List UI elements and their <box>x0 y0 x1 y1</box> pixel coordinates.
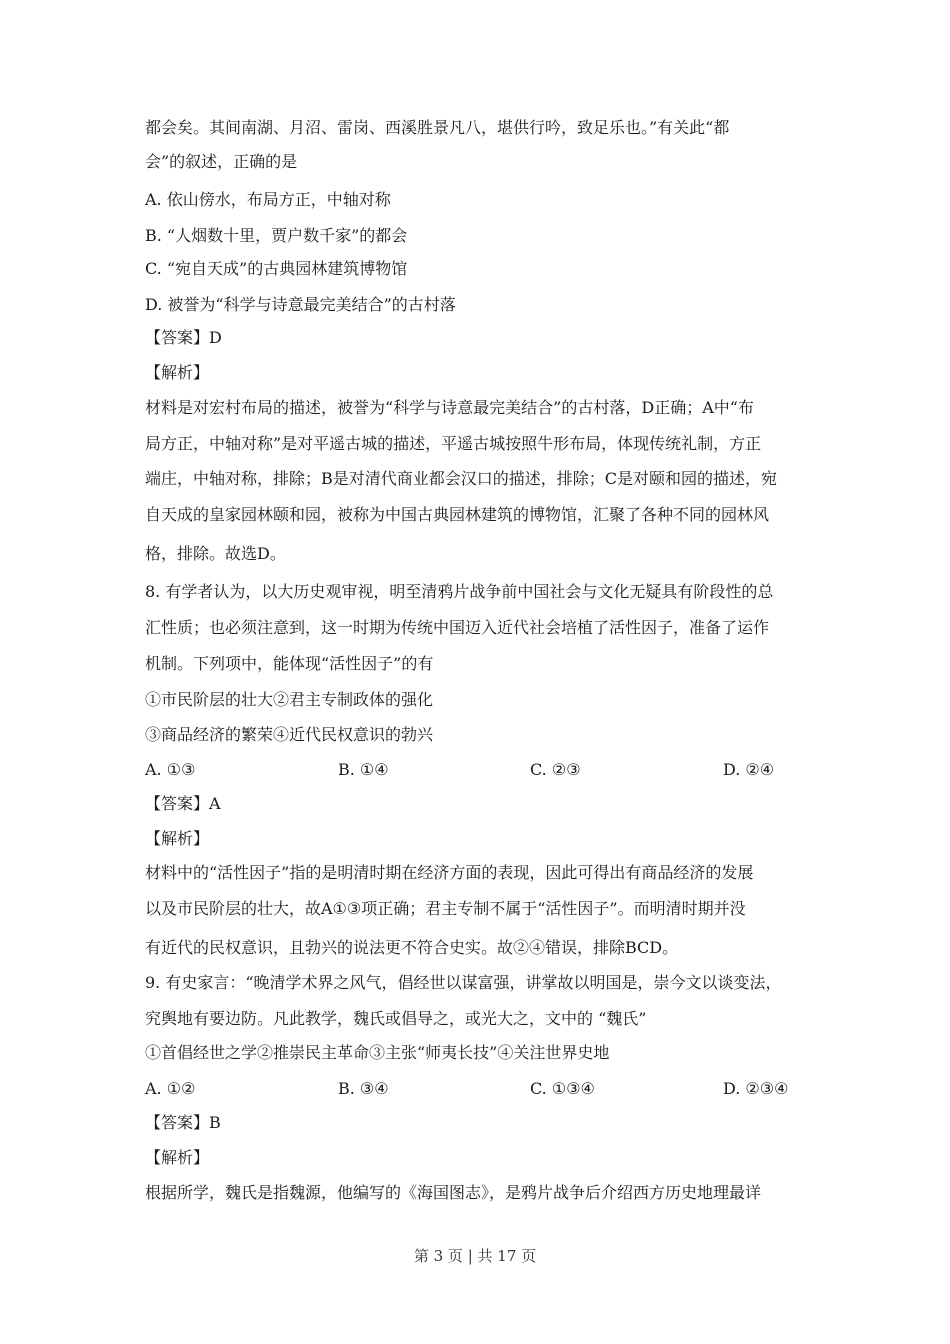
q7-option-d: D. 被誉为“科学与诗意最完美结合”的古村落 <box>145 295 456 314</box>
q8-analysis-line: 以及市民阶层的壮大，故A①③项正确；君主专制不属于“活性因子”。而明清时期并没 <box>145 899 746 918</box>
q7-analysis-line: 端庄，中轴对称，排除；B是对清代商业都会汉口的描述，排除；C是对颐和园的描述，宛 <box>145 469 778 488</box>
q7-analysis-line: 局方正，中轴对称”是对平遥古城的描述，平遥古城按照牛形布局，体现传统礼制，方正 <box>145 434 762 453</box>
q7-option-c: C. “宛自天成”的古典园林建筑博物馆 <box>145 259 408 278</box>
q7-analysis-label: 【解析】 <box>145 363 210 382</box>
q9-option-c: C. ①③④ <box>530 1079 595 1098</box>
q8-option-c: C. ②③ <box>530 760 581 779</box>
q8-stem-line: 机制。下列项中，能体现“活性因子”的有 <box>145 654 434 673</box>
q8-option-b: B. ①④ <box>338 760 389 779</box>
q9-option-b: B. ③④ <box>338 1079 389 1098</box>
q9-option-a: A. ①② <box>145 1079 196 1098</box>
page-footer: 第 3 页 | 共 17 页 <box>413 1247 537 1265</box>
q8-analysis-label: 【解析】 <box>145 829 210 848</box>
q7-option-b: B. “人烟数十里，贾户数千家”的都会 <box>145 226 408 245</box>
q7-stem-line: 都会矣。其间南湖、月沼、雷岗、西溪胜景凡八，堪供行吟，致足乐也。”有关此“都 <box>145 118 730 137</box>
q8-stem-line: 8. 有学者认为，以大历史观审视，明至清鸦片战争前中国社会与文化无疑具有阶段性的总 <box>145 582 774 601</box>
q8-option-d: D. ②④ <box>723 760 775 779</box>
q8-answer: 【答案】A <box>145 794 221 813</box>
q9-stem-line: 究舆地有要边防。凡此教学，魏氏或倡导之，或光大之，文中的 “魏氏” <box>145 1009 647 1028</box>
q7-stem-line: 会”的叙述，正确的是 <box>145 152 298 171</box>
q9-analysis-label: 【解析】 <box>145 1148 210 1167</box>
q8-option-a: A. ①③ <box>145 760 196 779</box>
q9-option-d: D. ②③④ <box>723 1079 789 1098</box>
q7-analysis-line: 材料是对宏村布局的描述，被誉为“科学与诗意最完美结合”的古村落，D正确；A中“布 <box>145 398 754 417</box>
q9-analysis-line: 根据所学，魏氏是指魏源，他编写的《海国图志》，是鸦片战争后介绍西方历史地理最详 <box>145 1183 762 1202</box>
q7-analysis-line: 格，排除。故选D。 <box>145 544 286 563</box>
q7-answer: 【答案】D <box>145 328 222 347</box>
q8-statement-line: ③商品经济的繁荣④近代民权意识的勃兴 <box>145 725 434 744</box>
q7-analysis-line: 自天成的皇家园林颐和园，被称为中国古典园林建筑的博物馆，汇聚了各种不同的园林风 <box>145 505 770 524</box>
q8-analysis-line: 材料中的“活性因子”指的是明清时期在经济方面的表现，因此可得出有商品经济的发展 <box>145 863 754 882</box>
q9-stem-line: 9. 有史家言：“晚清学术界之风气，倡经世以谋富强，讲掌故以明国是，崇今文以谈变法， <box>145 973 782 992</box>
q9-answer: 【答案】B <box>145 1113 221 1132</box>
q8-stem-line: 汇性质；也必须注意到，这一时期为传统中国迈入近代社会培植了活性因子，准备了运作 <box>145 618 770 637</box>
q8-statement-line: ①市民阶层的壮大②君主专制政体的强化 <box>145 690 434 709</box>
q8-analysis-line: 有近代的民权意识，且勃兴的说法更不符合史实。故②④错误，排除BCD。 <box>145 938 679 957</box>
q7-option-a: A. 依山傍水，布局方正，中轴对称 <box>145 190 391 209</box>
q9-statement-line: ①首倡经世之学②推崇民主革命③主张“师夷长技”④关注世界史地 <box>145 1043 610 1062</box>
